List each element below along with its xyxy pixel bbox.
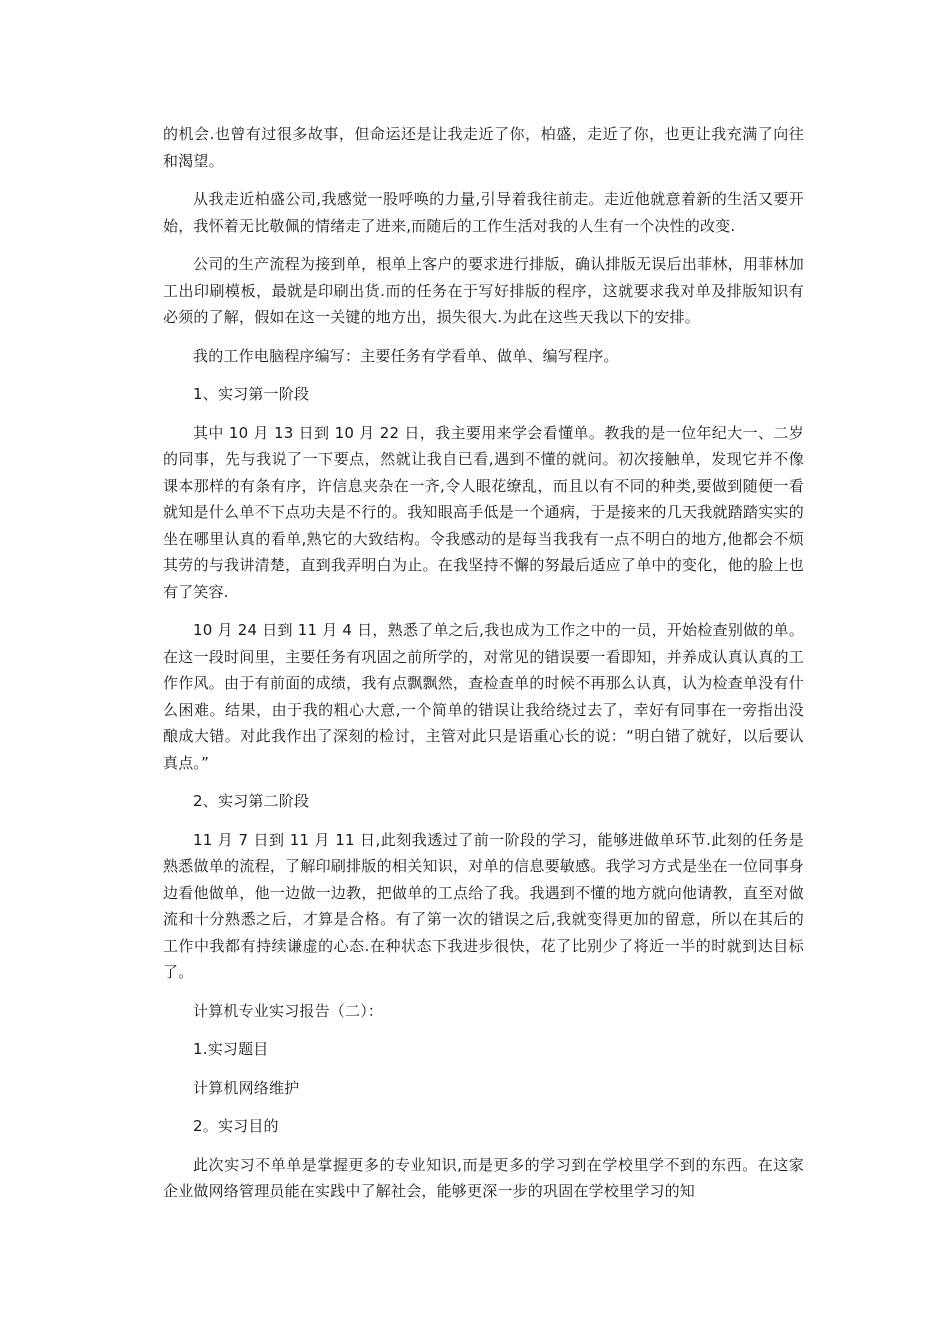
paragraph-3: 公司的生产流程为接到单，根单上客户的要求进行排版，确认排版无误后出菲林，用菲林加工出印刷模板，最就是印刷出货.而的任务在于写好排版的程序，这就要求我对单及排版知识有必须的了解，假如在这一关键的地方出，损失很大.为此在这些天我以下的安排。 <box>163 255 804 326</box>
report-title-2: 计算机专业实习报告（二）： <box>193 1001 384 1020</box>
section-heading-stage-1: 1、实习第一阶段 <box>193 385 310 403</box>
paragraph-1: 的机会.也曾有过很多故事，但命运还是让我走近了你，柏盛，走近了你，也更让我充满了向往和渴望。 <box>163 125 804 170</box>
paragraph-6: 其中 10 月 13 日到 10 月 22 日，我主要用来学会看懂单。教我的是一位年纪大一、二岁的同事，先与我说了一下要点，然就让我自已看,遇到不懂的就问。初次接触单，发现它并不像课本那样的有条有序，许信息夹杂在一齐,令人眼花缭乱，而且以有不同的种类,要做到随便一看就知是什么单不下点功夫是不行的。我知眼高手低是一个通病，于是接来的几天我就踏踏实实的坐在哪里认真的看单,熟它的大致结构。令我感动的是每当我我有一点不明白的地方,他都会不烦其劳的与我讲清楚，直到我弄明白为止。在我坚持不懈的努最后适应了单中的变化，他的脸上也有了笑容. <box>163 423 804 601</box>
paragraph-14: 此次实习不单单是掌握更多的专业知识,而是更多的学习到在学校里学不到的东西。在这家企业做网络管理员能在实践中了解社会，能够更深一步的巩固在学校里学习的知 <box>163 1155 804 1200</box>
section-heading-stage-2: 2、实习第二阶段 <box>193 792 310 810</box>
document-body <box>163 121 804 1217</box>
section-heading-purpose: 2。实习目的 <box>193 1117 279 1135</box>
section-heading-topic: 1.实习题目 <box>193 1040 269 1058</box>
topic-text: 计算机网络维护 <box>193 1078 300 1097</box>
paragraph-2: 从我走近柏盛公司,我感觉一股呼唤的力量,引导着我往前走。走近他就意着新的生活又要开始，我怀着无比敬佩的情绪走了进来,而随后的工作生活对我的人生有一个决性的改变. <box>163 190 804 235</box>
paragraph-7: 10 月 24 日到 11 月 4 日，熟悉了单之后,我也成为工作之中的一员，开始检查别做的单。在这一段时间里，主要任务有巩固之前所学的，对常见的错误要一看即知，并养成认真认真的工作作风。由于有前面的成绩，我有点飘飘然，查检查单的时候不再那么认真，认为检查单没有什么困难。结果，由于我的粗心大意,一个简单的错误让我给绕过去了，幸好有同事在一旁指出没酿成大错。对此我作出了深刻的检讨，主管对此只是语重心长的说：“明白错了就好，以后要认真点。” <box>163 621 804 772</box>
paragraph-9: 11 月 7 日到 11 月 11 日,此刻我透过了前一阶段的学习，能够进做单环节.此刻的任务是熟悉做单的流程，了解印刷排版的相关知识，对单的信息要敏感。我学习方式是坐在一位同事身边看他做单，他一边做一边教，把做单的工点给了我。我遇到不懂的地方就向他请教，直至对做流和十分熟悉之后，才算是合格。有了第一次的错误之后,我就变得更加的留意，所以在其后的工作中我都有持续谦虚的心态.在种状态下我进步很快，花了比别少了将近一半的时就到达目标了。 <box>163 830 804 981</box>
paragraph-4: 我的工作电脑程序编写：主要任务有学看单、做单、编写程序。 <box>193 346 619 365</box>
